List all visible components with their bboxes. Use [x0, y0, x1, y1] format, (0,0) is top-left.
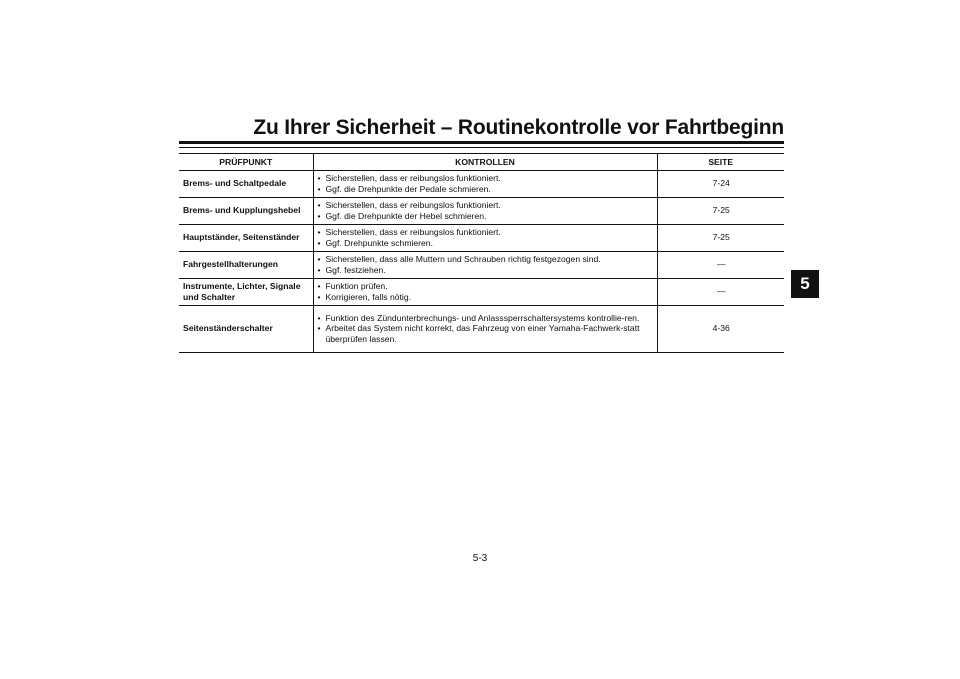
- chapter-tab: 5: [791, 270, 819, 298]
- check-item: • Funktion des Zündunterbrechungs- und Anlasssperrschaltersystems kontrollie-ren.: [318, 313, 654, 324]
- checks-cell: [313, 252, 657, 279]
- page-number: 5-3: [472, 553, 488, 564]
- table-row: [179, 252, 784, 279]
- table-row: [179, 306, 784, 353]
- check-item: • Arbeitet das System nicht korrekt, das Fahrzeug von einer Yamaha-Fachwerk-statt überprüfen lassen.: [318, 323, 654, 344]
- checks-cell: [313, 225, 657, 252]
- check-item: • Ggf. die Drehpunkte der Hebel schmieren.: [318, 211, 654, 222]
- page-reference: 7-25: [657, 198, 784, 225]
- page-title: Zu Ihrer Sicherheit – Routinekontrolle vor Fahrtbeginn: [253, 116, 784, 139]
- checks-cell: [313, 279, 657, 306]
- column-header-checks: KONTROLLEN: [313, 154, 657, 171]
- column-header-page: SEITE: [657, 154, 784, 171]
- checks-cell: [313, 198, 657, 225]
- table-row: [179, 171, 784, 198]
- item-cell: Instrumente, Lichter, Signale und Schalter: [179, 279, 313, 306]
- title-rule-thin: [179, 147, 784, 148]
- table-row: [179, 225, 784, 252]
- page-reference: —: [657, 279, 784, 306]
- check-item: • Ggf. die Drehpunkte der Pedale schmieren.: [318, 184, 654, 195]
- item-cell: Brems- und Schaltpedale: [179, 171, 313, 198]
- page-reference: 4-36: [657, 306, 784, 353]
- item-cell: Fahrgestellhalterungen: [179, 252, 313, 279]
- item-cell: Seitenständerschalter: [179, 306, 313, 353]
- checks-cell: [313, 306, 657, 353]
- table-row: [179, 198, 784, 225]
- check-item: • Ggf. festziehen.: [318, 265, 654, 276]
- page-reference: 7-24: [657, 171, 784, 198]
- page-reference: —: [657, 252, 784, 279]
- table-header-row: [179, 154, 784, 171]
- checks-cell: [313, 171, 657, 198]
- table-row: [179, 279, 784, 306]
- column-header-item: PRÜFPUNKT: [179, 154, 313, 171]
- check-item: • Sicherstellen, dass er reibungslos funktioniert.: [318, 227, 654, 238]
- title-rule: [179, 141, 784, 144]
- check-item: • Sicherstellen, dass er reibungslos funktioniert.: [318, 200, 654, 211]
- inspection-table: [179, 153, 784, 353]
- page-reference: 7-25: [657, 225, 784, 252]
- check-item: • Sicherstellen, dass alle Muttern und Schrauben richtig festgezogen sind.: [318, 254, 654, 265]
- check-item: • Funktion prüfen.: [318, 281, 654, 292]
- check-item: • Sicherstellen, dass er reibungslos funktioniert.: [318, 173, 654, 184]
- item-cell: Brems- und Kupplungshebel: [179, 198, 313, 225]
- item-cell: Hauptständer, Seitenständer: [179, 225, 313, 252]
- check-item: • Korrigieren, falls nötig.: [318, 292, 654, 303]
- check-item: • Ggf. Drehpunkte schmieren.: [318, 238, 654, 249]
